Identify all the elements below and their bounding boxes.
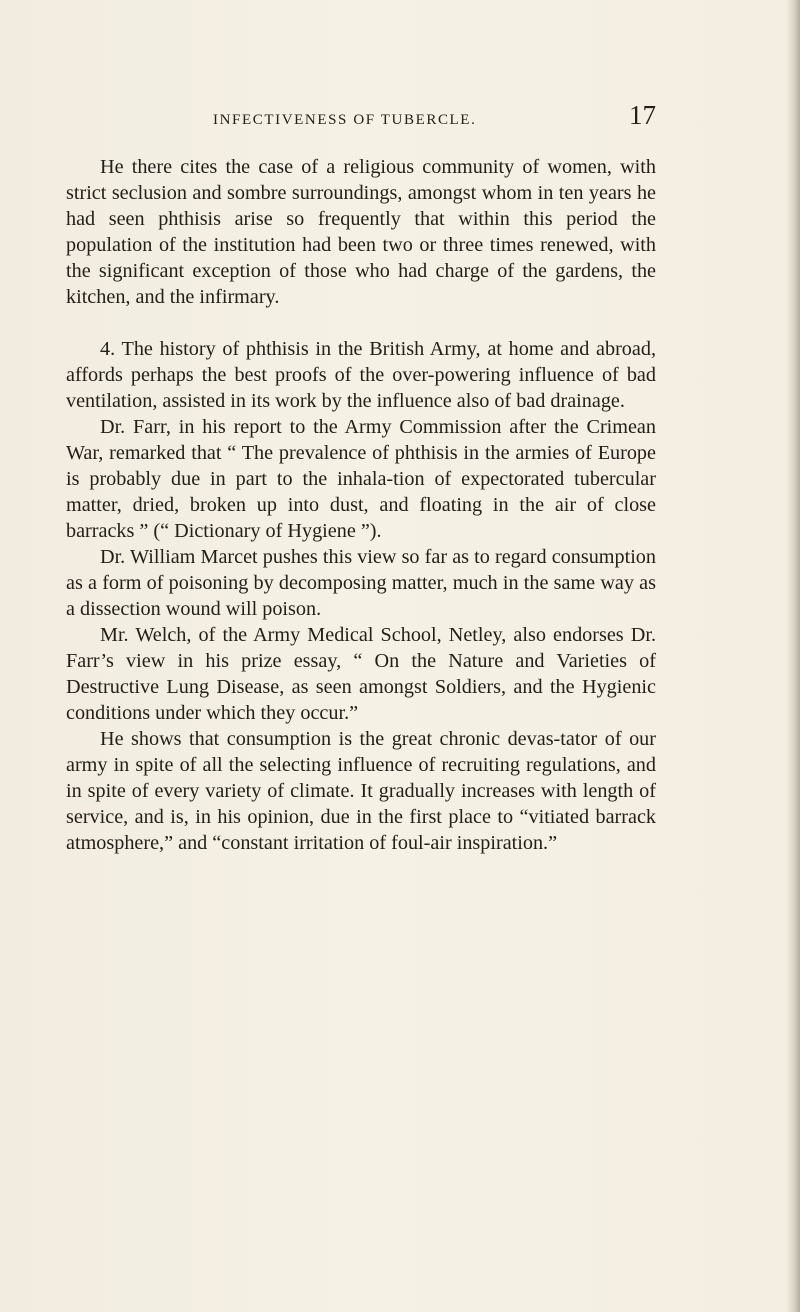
paragraph-dr-marcet: Dr. William Marcet pushes this view so far as to regard consumption as a form of poisoning by decomposing matter, much in the same way as a dissection wound will poison. (66, 546, 656, 620)
paragraph-religious-community: He there cites the case of a religious community of women, with strict seclusion and sombre surroundings, amongst whom in ten years he had seen phthisis arise so frequently that within this period the population of the institution had been two or three times renewed, with the significant exception of those who had charge of the gardens, the kitchen, and the infirmary. (66, 156, 656, 308)
page-number: 17 (629, 100, 656, 130)
page-header (66, 100, 656, 136)
paragraph-mr-welch: Mr. Welch, of the Army Medical School, Netley, also endorses Dr. Farr’s view in his prize essay, “ On the Nature and Varieties of Destructive Lung Disease, as seen amongst Soldiers, and the Hygienic conditions under which they occur.” (66, 624, 656, 724)
body-text (66, 154, 656, 856)
running-title: INFECTIVENESS OF TUBERCLE. (213, 112, 477, 128)
page-edge-shadow (786, 0, 800, 1312)
paragraph-british-army: 4. The history of phthisis in the British Army, at home and abroad, affords perhaps the best proofs of the over-powering influence of bad ventilation, assisted in its work by the influence also of bad drainage. (66, 338, 656, 412)
paragraph-consumption-devastator: He shows that consumption is the great chronic devas-tator of our army in spite of all the selecting influence of recruiting regulations, and in spite of every variety of climate. It gradually increases with length of service, and is, in his opinion, due in the first place to “vitiated barrack atmosphere,” and “constant irritation of foul-air inspiration.” (66, 728, 656, 854)
paragraph-dr-farr: Dr. Farr, in his report to the Army Commission after the Crimean War, remarked that “ The prevalence of phthisis in the armies of Europe is probably due in part to the inhala-tion of expectorated tubercular matter, dried, broken up into dust, and floating in the air of close barracks ” (“ Dictionary of Hygiene ”). (66, 416, 656, 542)
